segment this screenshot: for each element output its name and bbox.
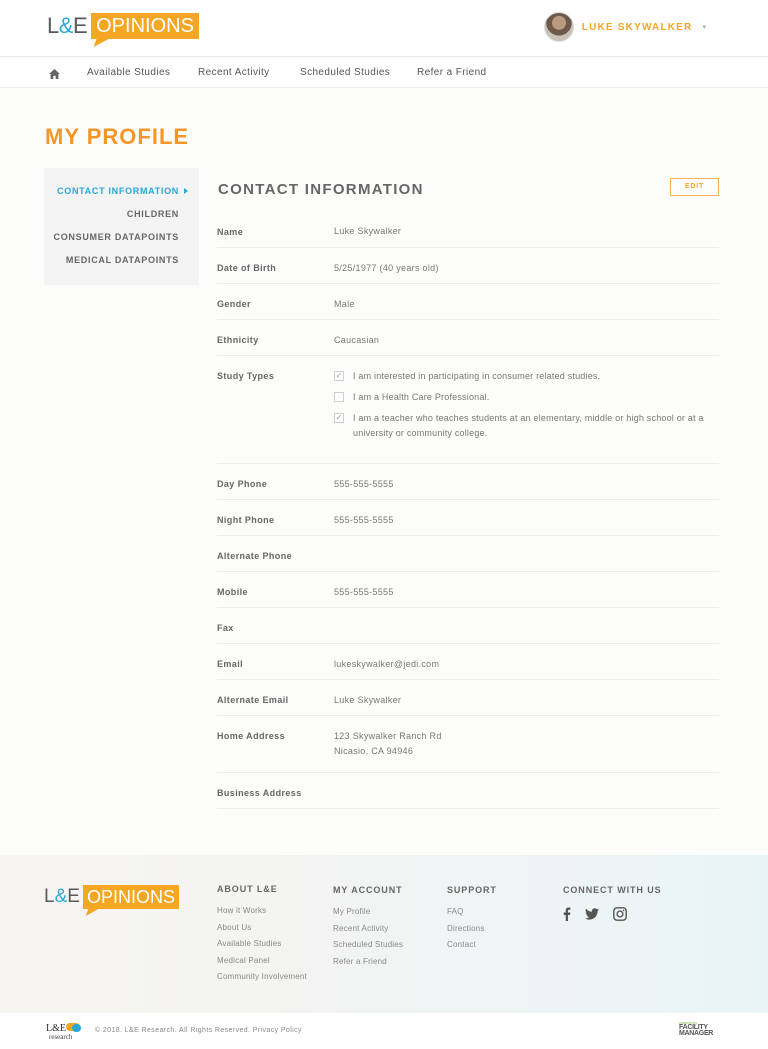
field-label: Day Phone bbox=[217, 479, 268, 489]
sidebar-item-medical-datapoints[interactable]: MEDICAL DATAPOINTS bbox=[65, 255, 179, 265]
field-label: Fax bbox=[217, 623, 234, 633]
checkbox-label: I am a Health Care Professional. bbox=[353, 392, 490, 402]
field-row-ethnicity bbox=[217, 320, 719, 356]
checkbox-teacher[interactable]: ✓ bbox=[335, 413, 343, 422]
facility-manager-brand: FACILITY MANAGER bbox=[679, 1024, 714, 1037]
field-label: Mobile bbox=[217, 587, 248, 597]
field-value-line2: Nicasio, CA 94946 bbox=[334, 746, 414, 756]
checkbox-health-care-professional[interactable] bbox=[334, 392, 344, 402]
section-title: CONTACT INFORMATION bbox=[218, 181, 424, 198]
checkbox-label: I am interested in participating in consumer related studies. bbox=[353, 371, 601, 381]
field-label: Ethnicity bbox=[217, 335, 259, 345]
study-type-option bbox=[334, 369, 713, 384]
footer-about-column bbox=[217, 884, 307, 989]
page-title: MY PROFILE bbox=[45, 124, 190, 149]
field-value: 555-555-5555 bbox=[334, 479, 394, 489]
avatar[interactable] bbox=[544, 12, 574, 42]
footer-link-my-profile[interactable]: My Profile bbox=[333, 907, 371, 916]
footer-support-column bbox=[447, 885, 497, 957]
nav-scheduled-studies[interactable]: Scheduled Studies bbox=[300, 67, 391, 78]
field-row-gender bbox=[217, 284, 719, 320]
logo-opinions: OPINIONS bbox=[91, 13, 199, 39]
facebook-icon[interactable] bbox=[563, 907, 571, 921]
cloud-icon bbox=[72, 1024, 81, 1032]
field-label: Business Address bbox=[217, 788, 302, 798]
social-links bbox=[563, 907, 662, 921]
field-row-mobile bbox=[217, 572, 719, 608]
checkbox-label: I am a teacher who teaches students at an elementary, middle or high school or at a university or community college. bbox=[353, 413, 704, 438]
field-row-home-address bbox=[217, 716, 719, 773]
field-row-name bbox=[217, 222, 719, 248]
footer-link-scheduled-studies[interactable]: Scheduled Studies bbox=[333, 940, 404, 950]
profile-sidebar bbox=[44, 168, 199, 285]
logo-le: L&E bbox=[44, 886, 80, 907]
field-value: Male bbox=[334, 299, 355, 309]
footer-heading: MY ACCOUNT bbox=[333, 885, 403, 895]
field-label: Night Phone bbox=[217, 515, 275, 525]
study-type-option bbox=[334, 390, 713, 405]
field-row-alternate-email bbox=[217, 680, 719, 716]
footer-heading: CONNECT WITH US bbox=[563, 885, 662, 895]
field-row-alternate-phone bbox=[217, 536, 719, 572]
footer-heading: ABOUT L&E bbox=[217, 884, 278, 894]
footer-link-contact[interactable]: Contact bbox=[447, 940, 476, 950]
footer-link-community-involvement[interactable]: Community Involvement bbox=[217, 972, 308, 982]
checkbox-consumer-studies[interactable]: ✓ bbox=[335, 371, 343, 380]
field-row-day-phone bbox=[217, 464, 719, 500]
field-label: Alternate Phone bbox=[217, 551, 293, 561]
logo-opinions: OPINIONS bbox=[83, 885, 179, 909]
field-value: 555-555-5555 bbox=[334, 587, 394, 597]
footer-link-refer-a-friend[interactable]: Refer a Friend bbox=[333, 956, 387, 966]
footer-link-medical-panel[interactable]: Medical Panel bbox=[217, 955, 270, 965]
field-value: Luke Skywalker bbox=[334, 695, 402, 705]
footer-heading: SUPPORT bbox=[447, 885, 497, 895]
le-opinions-logo[interactable] bbox=[47, 13, 199, 47]
footer-logo[interactable] bbox=[44, 885, 179, 909]
powered-by-text: powered by bbox=[679, 1021, 698, 1025]
copyright-text: © 2018. L&E Research. All Rights Reserved. Privacy Policy bbox=[95, 1027, 302, 1034]
footer-link-faq[interactable]: FAQ bbox=[447, 907, 464, 916]
field-value-line1: 123 Skywalker Ranch Rd bbox=[334, 731, 442, 741]
user-menu[interactable] bbox=[544, 12, 706, 42]
le-research-logo-top: L&E bbox=[46, 1023, 66, 1034]
le-research-logo[interactable] bbox=[46, 1024, 82, 1040]
field-label: Date of Birth bbox=[217, 263, 277, 273]
field-value: Caucasian bbox=[334, 335, 380, 345]
caret-right-icon bbox=[184, 188, 188, 194]
field-value: lukeskywalker@jedi.com bbox=[334, 659, 440, 669]
sidebar-item-contact-information[interactable]: CONTACT INFORMATION bbox=[57, 186, 179, 196]
user-name[interactable]: LUKE SKYWALKER bbox=[581, 21, 693, 33]
footer-link-how-it-works[interactable]: How it Works bbox=[217, 906, 267, 915]
footer-link-about-us[interactable]: About Us bbox=[217, 922, 252, 932]
sidebar-item-consumer-datapoints[interactable]: CONSUMER DATAPOINTS bbox=[53, 232, 179, 242]
field-label: Study Types bbox=[217, 371, 275, 381]
main-nav bbox=[0, 58, 768, 88]
field-value: Luke Skywalker bbox=[334, 226, 402, 236]
footer-link-available-studies[interactable]: Available Studies bbox=[217, 939, 282, 949]
edit-button[interactable]: EDIT bbox=[670, 178, 719, 196]
sidebar-item-children[interactable]: CHILDREN bbox=[126, 209, 179, 219]
home-icon[interactable] bbox=[49, 66, 61, 78]
footer-link-recent-activity[interactable]: Recent Activity bbox=[333, 923, 389, 933]
field-row-business-address bbox=[217, 773, 719, 809]
field-row-fax bbox=[217, 608, 719, 644]
footer-account-column bbox=[333, 885, 403, 973]
nav-available-studies[interactable]: Available Studies bbox=[87, 67, 171, 78]
field-label: Home Address bbox=[217, 731, 285, 741]
nav-recent-activity[interactable]: Recent Activity bbox=[198, 67, 270, 78]
le-research-logo-bottom: research bbox=[49, 1033, 73, 1041]
twitter-icon[interactable] bbox=[585, 908, 599, 920]
field-label: Gender bbox=[217, 299, 251, 309]
field-value: 5/25/1977 (40 years old) bbox=[334, 263, 439, 273]
chevron-down-icon[interactable]: ▾ bbox=[702, 24, 706, 31]
study-type-option bbox=[334, 411, 713, 441]
field-row-study-types bbox=[217, 356, 719, 464]
footer-connect-column bbox=[563, 885, 662, 921]
footer-link-directions[interactable]: Directions bbox=[447, 923, 485, 933]
field-label: Email bbox=[217, 659, 244, 669]
field-value: 555-555-5555 bbox=[334, 515, 394, 525]
logo-le: L&E bbox=[47, 13, 88, 38]
field-label: Alternate Email bbox=[217, 695, 289, 705]
field-label: Name bbox=[217, 227, 244, 237]
field-row-night-phone bbox=[217, 500, 719, 536]
field-row-dob bbox=[217, 248, 719, 284]
nav-refer-a-friend[interactable]: Refer a Friend bbox=[417, 67, 487, 78]
facility-manager-logo bbox=[679, 1021, 721, 1039]
field-row-email bbox=[217, 644, 719, 680]
site-header bbox=[0, 0, 768, 57]
instagram-icon[interactable] bbox=[613, 907, 627, 921]
